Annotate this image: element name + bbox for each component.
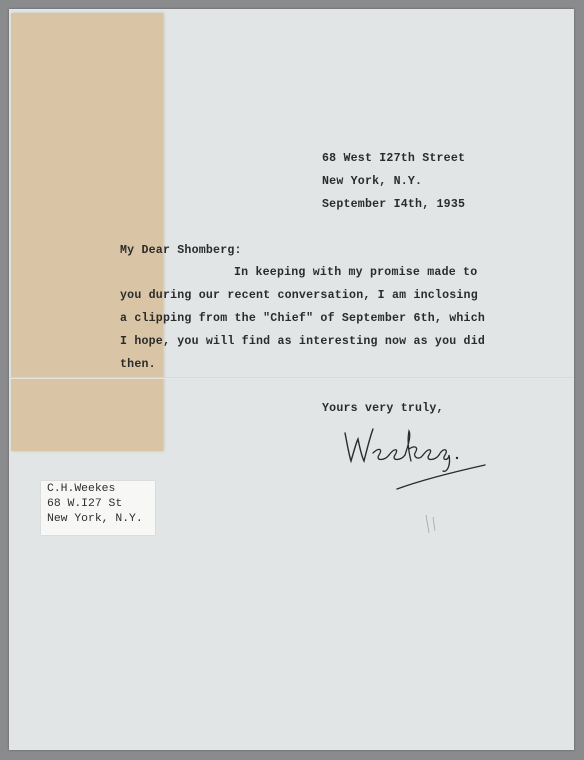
body-line: In keeping with my promise made to — [234, 266, 478, 279]
label-name: C.H.Weekes — [47, 483, 116, 495]
sender-address-street: 68 West I27th Street — [322, 152, 466, 165]
address-label — [41, 481, 155, 535]
handwritten-signature — [339, 417, 489, 497]
body-line: you during our recent conversation, I am inclosing — [120, 289, 478, 302]
salutation: My Dear Shomberg: — [120, 244, 242, 257]
body-line: then. — [120, 358, 156, 371]
aged-tape-strip — [11, 13, 163, 451]
label-street: 68 W.I27 St — [47, 498, 123, 510]
body-line: a clipping from the "Chief" of September 6th, which — [120, 312, 486, 325]
letter-date: September I4th, 1935 — [322, 198, 466, 211]
closing: Yours very truly, — [322, 402, 444, 415]
stray-pencil-mark — [421, 509, 451, 539]
label-city: New York, N.Y. — [47, 513, 143, 525]
body-line: I hope, you will find as interesting now as you did — [120, 335, 486, 348]
paper-fold-line — [9, 377, 574, 379]
letter-page — [9, 9, 574, 750]
sender-address-city: New York, N.Y. — [322, 175, 423, 188]
